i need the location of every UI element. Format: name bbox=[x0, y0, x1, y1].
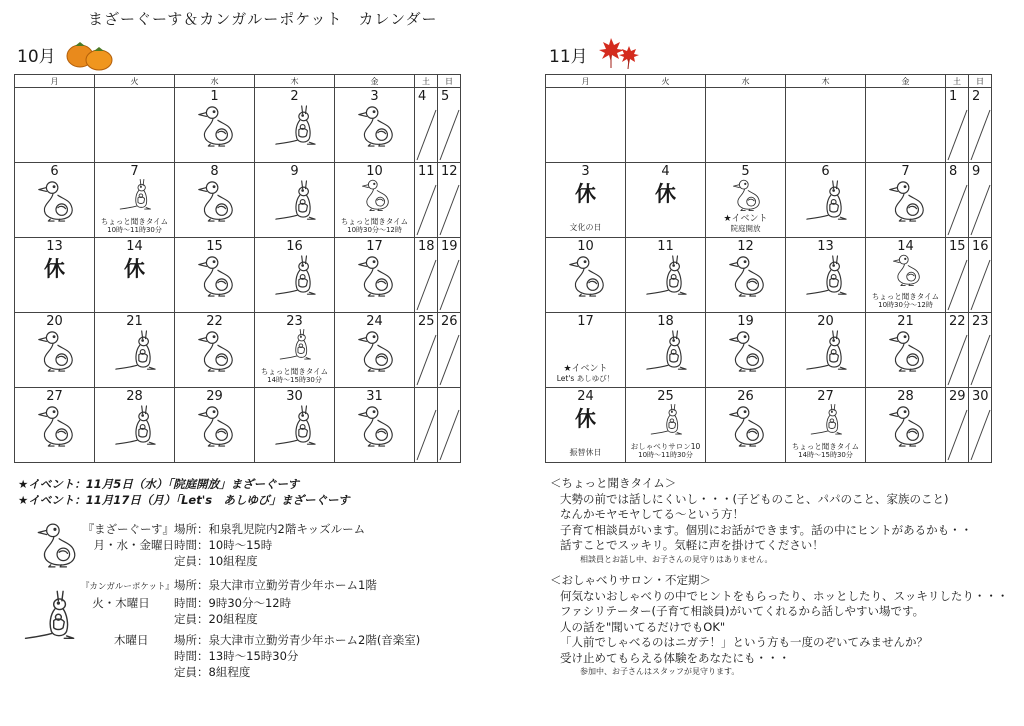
chat-time-note bbox=[866, 292, 945, 310]
goose-mascot-icon bbox=[350, 104, 400, 148]
venue-mothergoose bbox=[82, 521, 365, 569]
goose-mascot-icon bbox=[721, 254, 771, 298]
calendar-day bbox=[946, 313, 969, 388]
info-small-note: 参加中、お子さんはスタッフが見守ります。 bbox=[580, 667, 740, 676]
day-number: 7 bbox=[130, 164, 139, 179]
weekday-fri: 金 bbox=[866, 75, 946, 88]
calendar-day bbox=[438, 313, 461, 388]
day-number: 8 bbox=[210, 164, 219, 179]
closed-mark: 休 bbox=[124, 257, 145, 281]
chat-time-note bbox=[255, 367, 334, 385]
kangaroo-mascot-icon bbox=[270, 254, 320, 298]
day-number: 12 bbox=[441, 164, 458, 179]
events-summary bbox=[18, 476, 349, 508]
info-small-note: 相談員とお話し中、お子さんの見守りはありません。 bbox=[580, 554, 773, 564]
calendar-day bbox=[438, 163, 461, 238]
weekend-slash bbox=[969, 163, 992, 237]
day-number bbox=[866, 88, 945, 90]
goose-mascot-icon bbox=[30, 329, 80, 373]
day-number: 20 bbox=[817, 314, 834, 329]
info-heading: ＜ちょっと聞きタイム＞ bbox=[550, 476, 677, 490]
calendar-day bbox=[15, 388, 95, 463]
kangaroo-mascot-icon bbox=[801, 179, 851, 223]
day-number: 5 bbox=[441, 89, 450, 104]
calendar-day bbox=[255, 88, 335, 163]
calendar-day bbox=[255, 238, 335, 313]
kangaroo-mascot-icon bbox=[801, 254, 851, 298]
day-number: 17 bbox=[366, 239, 383, 254]
day-number: 24 bbox=[366, 314, 383, 329]
goose-mascot-icon bbox=[355, 178, 395, 212]
note-time: 10時〜11時30分 bbox=[107, 226, 162, 234]
day-number: 30 bbox=[286, 389, 303, 404]
note-title: ちょっと聞きタイム bbox=[871, 292, 940, 301]
calendar-day bbox=[866, 163, 946, 238]
day-number: 17 bbox=[577, 314, 594, 329]
kangaroo-mascot-icon bbox=[110, 329, 160, 373]
calendar-day bbox=[415, 163, 438, 238]
calendar-day bbox=[415, 313, 438, 388]
calendar-day bbox=[786, 388, 866, 463]
event-name: Let's あしゆび！ bbox=[556, 374, 615, 383]
day-number: 21 bbox=[897, 314, 914, 329]
info-chat-salon bbox=[550, 573, 1008, 678]
day-number: 19 bbox=[441, 239, 458, 254]
kangaroo-mascot-icon bbox=[115, 178, 155, 212]
weekday-thu: 木 bbox=[255, 75, 335, 88]
goose-mascot-icon bbox=[350, 329, 400, 373]
info-line: 何気ないおしゃべりの中でヒントをもらったり、ホッとしたり、スッキリしたり・・・ bbox=[560, 588, 1009, 603]
note-time: 14時〜15時30分 bbox=[798, 451, 853, 459]
info-line: 話すことでスッキリ。気軽に声を掛けてください！ bbox=[560, 538, 824, 552]
weekend-slash bbox=[969, 88, 992, 162]
day-number: 21 bbox=[126, 314, 143, 329]
calendar-week bbox=[15, 238, 461, 313]
calendar-week bbox=[546, 313, 992, 388]
weekend-slash bbox=[415, 313, 438, 387]
calendar-day bbox=[546, 388, 626, 463]
day-number: 14 bbox=[126, 239, 143, 254]
calendar-day bbox=[95, 88, 175, 163]
calendar-day bbox=[175, 163, 255, 238]
calendar-day bbox=[706, 238, 786, 313]
day-number: 28 bbox=[126, 389, 143, 404]
day-number: 25 bbox=[657, 389, 674, 404]
calendar-day bbox=[969, 238, 992, 313]
calendar-day bbox=[786, 238, 866, 313]
weekday-sun: 日 bbox=[969, 75, 992, 88]
calendar-day bbox=[706, 88, 786, 163]
calendar-day bbox=[706, 163, 786, 238]
day-number: 9 bbox=[290, 164, 299, 179]
note-title: ちょっと聞きタイム bbox=[791, 442, 860, 451]
calendar-day bbox=[335, 313, 415, 388]
day-number bbox=[626, 88, 705, 90]
calendar-day bbox=[969, 388, 992, 463]
november-calendar bbox=[545, 74, 992, 463]
venue-days: 火・木曜日 bbox=[92, 596, 150, 610]
october-weekday-header bbox=[15, 75, 461, 88]
kangaroo-mascot-icon bbox=[641, 329, 691, 373]
venue-place: 場所：和泉乳児院内2階キッズルーム bbox=[174, 522, 366, 536]
calendar-day bbox=[969, 313, 992, 388]
day-number: 30 bbox=[972, 389, 989, 404]
calendar-week bbox=[15, 163, 461, 238]
note-time: 10時〜11時30分 bbox=[638, 451, 693, 459]
day-number bbox=[546, 88, 625, 90]
info-line: 受け止めてもらえる体験をあなたにも・・・ bbox=[560, 650, 790, 665]
weekend-slash bbox=[946, 313, 969, 387]
day-number: 27 bbox=[817, 389, 834, 404]
weekday-tue: 火 bbox=[626, 75, 706, 88]
chat-time-note bbox=[786, 442, 865, 460]
note-title: ちょっと聞きタイム bbox=[100, 217, 169, 226]
day-number: 16 bbox=[286, 239, 303, 254]
goose-mascot-icon bbox=[190, 179, 240, 223]
holiday-name: 振替休日 bbox=[569, 448, 602, 457]
kangaroo-mascot-icon bbox=[275, 328, 315, 362]
day-number: 18 bbox=[418, 239, 435, 254]
goose-mascot-icon bbox=[721, 329, 771, 373]
calendar-day bbox=[866, 313, 946, 388]
day-number: 20 bbox=[46, 314, 63, 329]
goose-mascot-icon bbox=[30, 179, 80, 223]
chat-time-note bbox=[95, 217, 174, 235]
weekend-slash bbox=[969, 238, 992, 312]
info-line: ファシリテーター(子育て相談員)がいてくれるから話しやすい場です。 bbox=[560, 604, 925, 618]
weekday-fri: 金 bbox=[335, 75, 415, 88]
november-weeks bbox=[546, 88, 992, 463]
day-number: 3 bbox=[581, 164, 590, 179]
goose-mascot-icon bbox=[561, 254, 611, 298]
weekend-slash bbox=[415, 388, 438, 462]
day-number bbox=[786, 88, 865, 90]
calendar-day bbox=[626, 238, 706, 313]
weekend-slash bbox=[438, 88, 461, 162]
calendar-day bbox=[946, 388, 969, 463]
calendar-day bbox=[175, 88, 255, 163]
calendar-day bbox=[175, 388, 255, 463]
weekend-slash bbox=[946, 238, 969, 312]
goose-mascot-icon bbox=[190, 329, 240, 373]
kangaroo-mascot-icon bbox=[270, 104, 320, 148]
event-name: 院庭開放 bbox=[730, 224, 761, 233]
event-note bbox=[706, 214, 785, 234]
kangaroo-mascot-icon bbox=[270, 404, 320, 448]
calendar-day bbox=[969, 163, 992, 238]
goose-mascot-icon bbox=[32, 520, 80, 570]
chat-time-note bbox=[626, 442, 705, 460]
venue-capacity: 定員：10組程度 bbox=[174, 554, 258, 568]
day-number: 10 bbox=[366, 164, 383, 179]
day-number: 22 bbox=[949, 314, 966, 329]
closed-mark: 休 bbox=[655, 182, 676, 206]
closed-mark: 休 bbox=[575, 407, 596, 431]
info-heading: ＜おしゃべりサロン・不定期＞ bbox=[550, 573, 711, 587]
day-number: 14 bbox=[897, 239, 914, 254]
october-calendar bbox=[14, 74, 461, 463]
calendar-day bbox=[946, 88, 969, 163]
event-title: ★イベント bbox=[563, 364, 608, 374]
calendar-day bbox=[626, 313, 706, 388]
closed-mark: 休 bbox=[44, 257, 65, 281]
note-time: 10時30分〜12時 bbox=[878, 301, 933, 309]
calendar-day bbox=[255, 163, 335, 238]
day-number: 7 bbox=[901, 164, 910, 179]
event-line-1: ★イベント：11月5日（水）「院庭開放」まざーぐーす bbox=[18, 477, 299, 491]
info-line: 「人前でしゃべるのはニガテ！」という方も一度のぞいてみませんか？ bbox=[560, 635, 928, 649]
kangaroo-mascot-icon bbox=[270, 179, 320, 223]
weekend-slash bbox=[438, 238, 461, 312]
calendar-day bbox=[15, 88, 95, 163]
day-number: 13 bbox=[46, 239, 63, 254]
maple-leaf-icon bbox=[598, 36, 640, 70]
kangaroo-mascot-icon bbox=[641, 254, 691, 298]
day-number: 15 bbox=[949, 239, 966, 254]
day-number bbox=[95, 88, 174, 90]
goose-mascot-icon bbox=[350, 254, 400, 298]
calendar-day bbox=[415, 88, 438, 163]
day-number: 27 bbox=[46, 389, 63, 404]
note-title: ちょっと聞きタイム bbox=[260, 367, 329, 376]
day-number: 2 bbox=[290, 89, 299, 104]
calendar-day bbox=[786, 163, 866, 238]
day-number: 26 bbox=[441, 314, 458, 329]
kangaroo-mascot-icon bbox=[110, 404, 160, 448]
day-number: 4 bbox=[661, 164, 670, 179]
goose-mascot-icon bbox=[881, 329, 931, 373]
calendar-day bbox=[335, 163, 415, 238]
goose-mascot-icon bbox=[190, 254, 240, 298]
day-number: 26 bbox=[737, 389, 754, 404]
page-title: まざーぐーす＆カンガルーポケット カレンダー bbox=[88, 10, 438, 28]
note-title: ちょっと聞きタイム bbox=[340, 217, 409, 226]
day-number: 23 bbox=[286, 314, 303, 329]
day-number: 25 bbox=[418, 314, 435, 329]
kangaroo-mascot-icon bbox=[806, 403, 846, 437]
day-number: 2 bbox=[972, 89, 981, 104]
venue-name: 『まざーぐーす』 bbox=[82, 522, 174, 536]
day-number: 31 bbox=[366, 389, 383, 404]
note-time: 14時〜15時30分 bbox=[267, 376, 322, 384]
day-number: 6 bbox=[50, 164, 59, 179]
day-number: 12 bbox=[737, 239, 754, 254]
calendar-day bbox=[706, 313, 786, 388]
venue-thursday bbox=[114, 632, 420, 680]
day-number: 11 bbox=[657, 239, 674, 254]
weekend-slash bbox=[415, 163, 438, 237]
info-line: 人の話を"聞いてるだけでもOK" bbox=[560, 619, 726, 634]
day-number: 24 bbox=[577, 389, 594, 404]
venue-time: 時間：9時30分〜12時 bbox=[174, 596, 292, 610]
calendar-day bbox=[335, 88, 415, 163]
day-number: 18 bbox=[657, 314, 674, 329]
calendar-day bbox=[626, 388, 706, 463]
goose-mascot-icon bbox=[190, 404, 240, 448]
weekend-slash bbox=[415, 88, 438, 162]
event-line-2: ★イベント：11月17日（月）「Let's あしゆび」まざーぐーす bbox=[18, 493, 350, 507]
day-number bbox=[15, 88, 94, 90]
weekday-wed: 水 bbox=[706, 75, 786, 88]
info-chat-time bbox=[550, 476, 972, 566]
weekday-mon: 月 bbox=[546, 75, 626, 88]
closed-mark: 休 bbox=[575, 182, 596, 206]
day-number: 3 bbox=[370, 89, 379, 104]
venue-kangaroo-pocket bbox=[68, 577, 377, 627]
weekend-slash bbox=[438, 163, 461, 237]
calendar-day bbox=[415, 238, 438, 313]
venue-time: 時間：10時〜15時 bbox=[174, 538, 273, 552]
calendar-day bbox=[546, 88, 626, 163]
november-label: 11月 bbox=[549, 47, 588, 67]
day-number: 5 bbox=[741, 164, 750, 179]
weekday-thu: 木 bbox=[786, 75, 866, 88]
weekend-slash bbox=[415, 238, 438, 312]
persimmon-icon bbox=[66, 36, 114, 72]
calendar-day bbox=[866, 238, 946, 313]
calendar-day bbox=[786, 88, 866, 163]
calendar-day bbox=[546, 163, 626, 238]
info-line: なんかモヤモヤしてる〜という方！ bbox=[560, 507, 744, 521]
weekday-sun: 日 bbox=[438, 75, 461, 88]
goose-mascot-icon bbox=[881, 179, 931, 223]
weekday-mon: 月 bbox=[15, 75, 95, 88]
goose-mascot-icon bbox=[30, 404, 80, 448]
day-number: 28 bbox=[897, 389, 914, 404]
weekday-wed: 水 bbox=[175, 75, 255, 88]
weekend-slash bbox=[946, 388, 969, 462]
kangaroo-mascot-icon bbox=[646, 403, 686, 437]
holiday-name: 文化の日 bbox=[569, 223, 602, 232]
calendar-day bbox=[786, 313, 866, 388]
calendar-day bbox=[255, 388, 335, 463]
goose-mascot-icon bbox=[350, 404, 400, 448]
calendar-day bbox=[255, 313, 335, 388]
calendar-day bbox=[95, 313, 175, 388]
day-number: 4 bbox=[418, 89, 427, 104]
venue-capacity: 定員：20組程度 bbox=[174, 612, 258, 626]
calendar-week bbox=[15, 88, 461, 163]
weekend-slash bbox=[946, 88, 969, 162]
info-line: 子育て相談員がいます。個別にお話ができます。話の中にヒントがあるかも・・ bbox=[560, 522, 973, 537]
calendar-day bbox=[946, 163, 969, 238]
calendar-day bbox=[546, 238, 626, 313]
weekend-slash bbox=[969, 388, 992, 462]
venue-place: 場所：泉大津市立勤労青少年ホーム1階 bbox=[174, 578, 377, 592]
venue-place: 場所：泉大津市立勤労青少年ホーム2階(音楽室) bbox=[174, 633, 421, 647]
goose-mascot-icon bbox=[881, 404, 931, 448]
calendar-day bbox=[438, 388, 461, 463]
calendar-day bbox=[175, 313, 255, 388]
calendar-day bbox=[95, 388, 175, 463]
weekday-sat: 土 bbox=[415, 75, 438, 88]
day-number: 15 bbox=[206, 239, 223, 254]
weekend-slash bbox=[438, 388, 461, 462]
day-number: 29 bbox=[206, 389, 223, 404]
day-number: 23 bbox=[972, 314, 989, 329]
weekend-slash bbox=[438, 313, 461, 387]
calendar-day bbox=[946, 238, 969, 313]
weekday-sat: 土 bbox=[946, 75, 969, 88]
calendar-day bbox=[546, 313, 626, 388]
calendar-week bbox=[546, 238, 992, 313]
calendar-week bbox=[546, 163, 992, 238]
venue-name: 『カンガルーポケット』 bbox=[80, 582, 174, 592]
day-number: 1 bbox=[210, 89, 219, 104]
goose-mascot-icon bbox=[190, 104, 240, 148]
event-note bbox=[546, 364, 625, 384]
weekday-tue: 火 bbox=[95, 75, 175, 88]
note-title: おしゃべりサロン10 bbox=[630, 442, 701, 451]
info-line: 大勢の前では話しにくいし・・・(子どものこと、パパのこと、家族のこと) bbox=[560, 491, 949, 506]
calendar-day bbox=[866, 388, 946, 463]
chat-time-note bbox=[335, 217, 414, 235]
weekend-slash bbox=[969, 313, 992, 387]
calendar-day bbox=[175, 238, 255, 313]
goose-mascot-icon bbox=[721, 404, 771, 448]
calendar-day bbox=[15, 313, 95, 388]
november-weekday-header bbox=[546, 75, 992, 88]
day-number: 1 bbox=[949, 89, 958, 104]
calendar-week bbox=[15, 388, 461, 463]
goose-mascot-icon bbox=[726, 178, 766, 212]
calendar-day bbox=[415, 388, 438, 463]
calendar-day bbox=[335, 388, 415, 463]
calendar-week bbox=[15, 313, 461, 388]
day-number bbox=[706, 88, 785, 90]
day-number: 29 bbox=[949, 389, 966, 404]
calendar-day bbox=[438, 238, 461, 313]
october-weeks bbox=[15, 88, 461, 463]
day-number: 10 bbox=[577, 239, 594, 254]
calendar-week bbox=[546, 388, 992, 463]
october-label: 10月 bbox=[17, 47, 56, 67]
kangaroo-mascot-icon bbox=[801, 329, 851, 373]
calendar-day bbox=[95, 238, 175, 313]
venue-capacity: 定員：8組程度 bbox=[174, 665, 251, 679]
calendar-day bbox=[969, 88, 992, 163]
calendar-day bbox=[438, 88, 461, 163]
calendar-day bbox=[95, 163, 175, 238]
calendar-day bbox=[866, 88, 946, 163]
day-number: 13 bbox=[817, 239, 834, 254]
weekend-slash bbox=[946, 163, 969, 237]
calendar-day bbox=[626, 163, 706, 238]
calendar-day bbox=[706, 388, 786, 463]
day-number: 9 bbox=[972, 164, 981, 179]
day-number: 11 bbox=[418, 164, 435, 179]
venue-days: 木曜日 bbox=[114, 633, 149, 647]
day-number: 19 bbox=[737, 314, 754, 329]
event-title: ★イベント bbox=[723, 214, 768, 224]
note-time: 10時30分〜12時 bbox=[347, 226, 402, 234]
venue-time: 時間：13時〜15時30分 bbox=[174, 649, 299, 663]
day-number: 6 bbox=[821, 164, 830, 179]
goose-mascot-icon bbox=[886, 253, 926, 287]
calendar-day bbox=[626, 88, 706, 163]
calendar-day bbox=[15, 238, 95, 313]
calendar-week bbox=[546, 88, 992, 163]
day-number: 16 bbox=[972, 239, 989, 254]
day-number: 8 bbox=[949, 164, 958, 179]
calendar-day bbox=[15, 163, 95, 238]
venue-days: 月・水・金曜日 bbox=[93, 538, 174, 552]
day-number: 22 bbox=[206, 314, 223, 329]
calendar-day bbox=[335, 238, 415, 313]
